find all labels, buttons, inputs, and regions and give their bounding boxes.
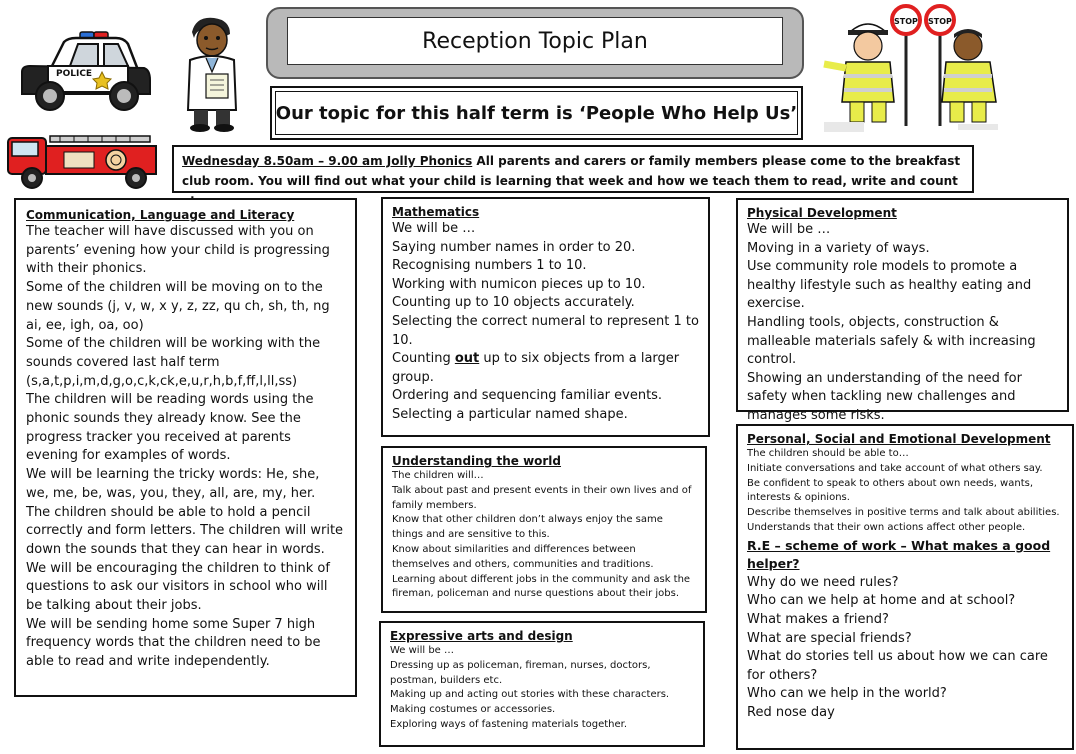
pd-line: Handling tools, objects, construction & malleable materials safely & with increasing control. — [747, 314, 1040, 368]
cll-line: Some of the children will be moving on to the new sounds (j, v, w, x y, z, zz, qu ch, sh, th, ng ai, ee, igh, oa, oo) — [26, 280, 334, 333]
re-line: Who can we help at home and at school? — [747, 593, 1016, 609]
maths-counting-line — [392, 350, 699, 387]
maths-intro: We will be … — [392, 221, 476, 236]
doctor-image — [176, 14, 248, 134]
utw-line: Know about similarities and differences between themselves and others, communities and traditions. — [392, 543, 654, 570]
re-line: Who can we help in the world? — [747, 686, 947, 702]
maths-line: Selecting a particular named shape. — [392, 406, 628, 422]
cll-line: The children will be reading words using the phonic sounds they already know. See the progress tracker you received at parents evening for examples of words. — [26, 392, 318, 464]
cll-panel — [14, 198, 357, 697]
cll-line: We will be encouraging the children to think of questions to ask our visitors in school who will be talking about their jobs. — [26, 560, 335, 614]
maths-line: Counting up to 10 objects accurately. — [392, 295, 635, 311]
counting-emphasis: out — [454, 351, 480, 367]
psed-panel — [736, 424, 1074, 750]
counting-post: up to six objects from a larger group. — [392, 351, 684, 385]
cll-line: We will be sending home some Super 7 high frequency words that the children need to be able to read and write independently. — [26, 616, 325, 670]
page-title: Reception Topic Plan — [287, 17, 783, 65]
ead-heading: Expressive arts and design — [390, 629, 573, 643]
ead-line: Making up and acting out stories with these characters. — [390, 689, 670, 701]
fire-truck-image — [4, 118, 160, 190]
re-line: Why do we need rules? — [747, 574, 899, 590]
cll-line: The children should be able to hold a pencil correctly and form letters. The children will write down the sounds that they can hear in words. — [26, 504, 348, 557]
maths-heading: Mathematics — [392, 205, 480, 219]
crossing-patrol-image — [820, 4, 1010, 134]
phonics-notice — [172, 145, 974, 193]
police-car-image — [20, 30, 152, 112]
pd-line: Showing an understanding of the need for safety when tackling new challenges and manages some risks. — [747, 370, 1027, 423]
ead-line: We will be … — [390, 645, 455, 656]
psed-line: The children should be able to… — [747, 448, 909, 459]
pd-line: We will be … — [747, 222, 831, 237]
psed-line: Describe themselves in positive terms and talk about abilities. — [747, 507, 1060, 519]
re-heading: R.E – scheme of work – What makes a good helper? — [747, 537, 1051, 572]
utw-line: Learning about different jobs in the community and ask the fireman, policeman and nurse questions about their jobs. — [392, 573, 691, 600]
counting-pre: Counting — [392, 351, 455, 367]
utw-line: Know that other children don’t always enjoy the same things and are sensitive to this. — [392, 514, 663, 541]
utw-line: Talk about past and present events in their own lives and of family members. — [392, 484, 692, 511]
psed-line: Be confident to speak to others about own needs, wants, interests & opinions. — [747, 477, 1034, 504]
cll-line: We will be learning the tricky words: He, she, we, me, be, was, you, they, all, are, my, her. — [26, 467, 324, 501]
maths-line: Selecting the correct numeral to represent 1 to 10. — [392, 313, 704, 348]
psed-line: Initiate conversations and take account of what others say. — [747, 462, 1043, 474]
pd-line: Use community role models to promote a healthy lifestyle such as healthy eating and exercise. — [747, 259, 1036, 312]
maths-line: Recognising numbers 1 to 10. — [392, 258, 587, 274]
maths-line: Ordering and sequencing familiar events. — [392, 388, 663, 404]
cll-line: Some of the children will be working with the sounds covered last half term (s,a,t,p,i,m,d,g,o,c,k,ck,e,u,r,h,b,f,ff,l,ll,ss) — [26, 336, 325, 389]
pd-heading: Physical Development — [747, 206, 897, 220]
psed-line: Understands that their own actions affect other people. — [747, 521, 1026, 533]
ead-panel — [379, 621, 705, 747]
re-line: What do stories tell us about how we can care for others? — [747, 649, 1053, 683]
phonics-event: Wednesday 8.50am – 9.00 am Jolly Phonics — [182, 154, 473, 168]
re-line: What are special friends? — [747, 630, 912, 646]
cll-heading: Communication, Language and Literacy — [26, 208, 295, 222]
stop-sign-2: STOP — [928, 17, 952, 26]
maths-panel — [381, 197, 710, 437]
stop-sign-1: STOP — [894, 17, 918, 26]
pd-line: Moving in a variety of ways. — [747, 240, 930, 256]
ead-line: Making costumes or accessories. — [390, 704, 556, 716]
police-label: POLICE — [56, 69, 93, 79]
re-line: Red nose day — [747, 704, 835, 720]
pd-panel — [736, 198, 1069, 423]
utw-panel — [381, 446, 707, 613]
cll-line: The teacher will have discussed with you on parents’ evening how your child is progressing with their phonics. — [26, 224, 335, 277]
ead-line: Dressing up as policeman, fireman, nurses, doctors, postman, builders etc. — [390, 659, 651, 686]
utw-line: The children will… — [392, 470, 484, 481]
utw-heading: Understanding the world — [392, 454, 562, 468]
topic-heading: Our topic for this half term is ‘People Who Help Us’ — [270, 86, 803, 140]
re-line: What makes a friend? — [747, 611, 889, 627]
phonics-text: All parents and carers or family members please come to the breakfast club room. You will find out what your child is learning that week and how we teach them to read, write and count — [182, 154, 961, 188]
psed-heading: Personal, Social and Emotional Development — [747, 432, 1051, 446]
maths-line: Saying number names in order to 20. — [392, 239, 636, 255]
ead-line: Exploring ways of fastening materials together. — [390, 718, 628, 730]
maths-line: Working with numicon pieces up to 10. — [392, 276, 646, 292]
